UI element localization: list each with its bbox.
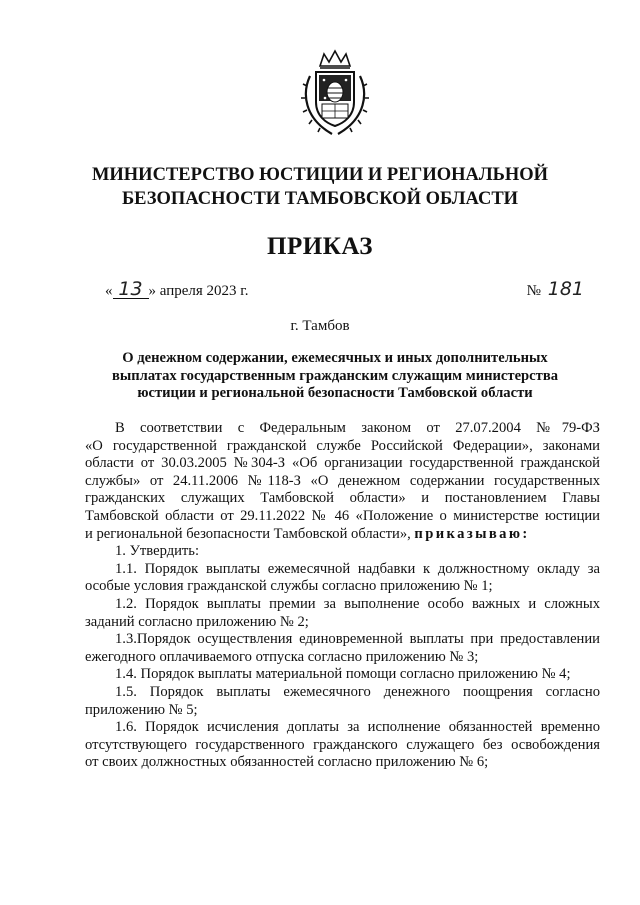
date-month-year: апреля 2023 г. <box>159 283 249 299</box>
order-subject <box>95 350 575 403</box>
order-date <box>105 280 249 300</box>
date-close-quote: » <box>148 283 156 299</box>
ministry-name-line1: МИНИСТЕРСТВО ЮСТИЦИИ И РЕГИОНАЛЬНОЙ <box>91 165 549 185</box>
item-1-3-line2: ежегодного оплачиваемого отпуска согласно приложению № 3; <box>85 648 479 665</box>
item-1-3-line1: 1.3.Порядок осуществления единовременной выплаты при предоставлении <box>115 631 600 648</box>
document-type-title: ПРИКАЗ <box>267 233 373 260</box>
number-handwritten: 181 <box>547 278 584 300</box>
subject-line2: выплатах государственным гражданским служащим министерства <box>112 367 558 384</box>
item-1-5-line1: 1.5. Порядок выплаты ежемесячного денежного поощрения согласно <box>115 683 600 700</box>
preamble-line5: гражданских служащих Тамбовской области» и постановлением Главы <box>85 490 600 507</box>
order-word: приказываю: <box>414 525 530 542</box>
item-1-4: 1.4. Порядок выплаты материальной помощи согласно приложению № 4; <box>115 666 571 683</box>
preamble-line1: В соответствии с Федеральным законом от 27.07.2004 №79-ФЗ <box>115 420 600 436</box>
number-label: № <box>526 283 541 299</box>
item-1-6-line3: от своих должностных обязанностей согласно приложению № 6; <box>85 754 489 771</box>
preamble-line3: области от 30.03.2005 №304-З «Об организации государственной гражданской <box>85 455 600 472</box>
ministry-name-line2: БЕЗОПАСНОСТИ ТАМБОВСКОЙ ОБЛАСТИ <box>121 189 519 209</box>
city-name: г. Тамбов <box>290 318 350 334</box>
preamble-line6: Тамбовской области от 29.11.2022 № 46 «Положение о министерстве юстиции <box>85 507 600 524</box>
item-1-1-line2: особые условия гражданской службы согласно приложению № 1; <box>85 578 493 595</box>
subject-line3: юстиции и региональной безопасности Тамбовской области <box>137 385 533 401</box>
preamble-line7-text: и региональной безопасности Тамбовской области», <box>85 525 411 542</box>
subject-line1: О денежном содержании, ежемесячных и иных дополнительных <box>122 350 548 366</box>
date-open-quote: « <box>105 283 113 299</box>
order-body <box>85 420 600 772</box>
preamble-line2: «О государственной гражданской службе Российской Федерации», законами <box>85 437 600 454</box>
item-1-5-line2: приложению № 5; <box>85 701 198 718</box>
preamble-line4: службы» от 24.11.2006 №118-З «О денежном содержании государственных <box>85 472 600 489</box>
item-1-1-line1: 1.1. Порядок выплаты ежемесячной надбавки к должностному окладу за <box>115 560 600 577</box>
preamble-line7 <box>85 526 600 544</box>
item-1: 1. Утвердить: <box>115 543 200 560</box>
ministry-name <box>60 163 580 211</box>
order-number <box>527 280 587 300</box>
item-1-2-line2: заданий согласно приложению № 2; <box>85 613 309 630</box>
item-1-2-line1: 1.2. Порядок выплаты премии за выполнение особо важных и сложных <box>115 595 600 612</box>
date-day-handwritten: 13 <box>113 280 149 299</box>
item-1-6-line2: отсутствующего государственного гражданского служащего без освобождения <box>85 736 600 753</box>
item-1-6-line1: 1.6. Порядок исчисления доплаты за исполнение обязанностей временно <box>115 719 600 736</box>
coat-of-arms-emblem <box>298 48 372 138</box>
